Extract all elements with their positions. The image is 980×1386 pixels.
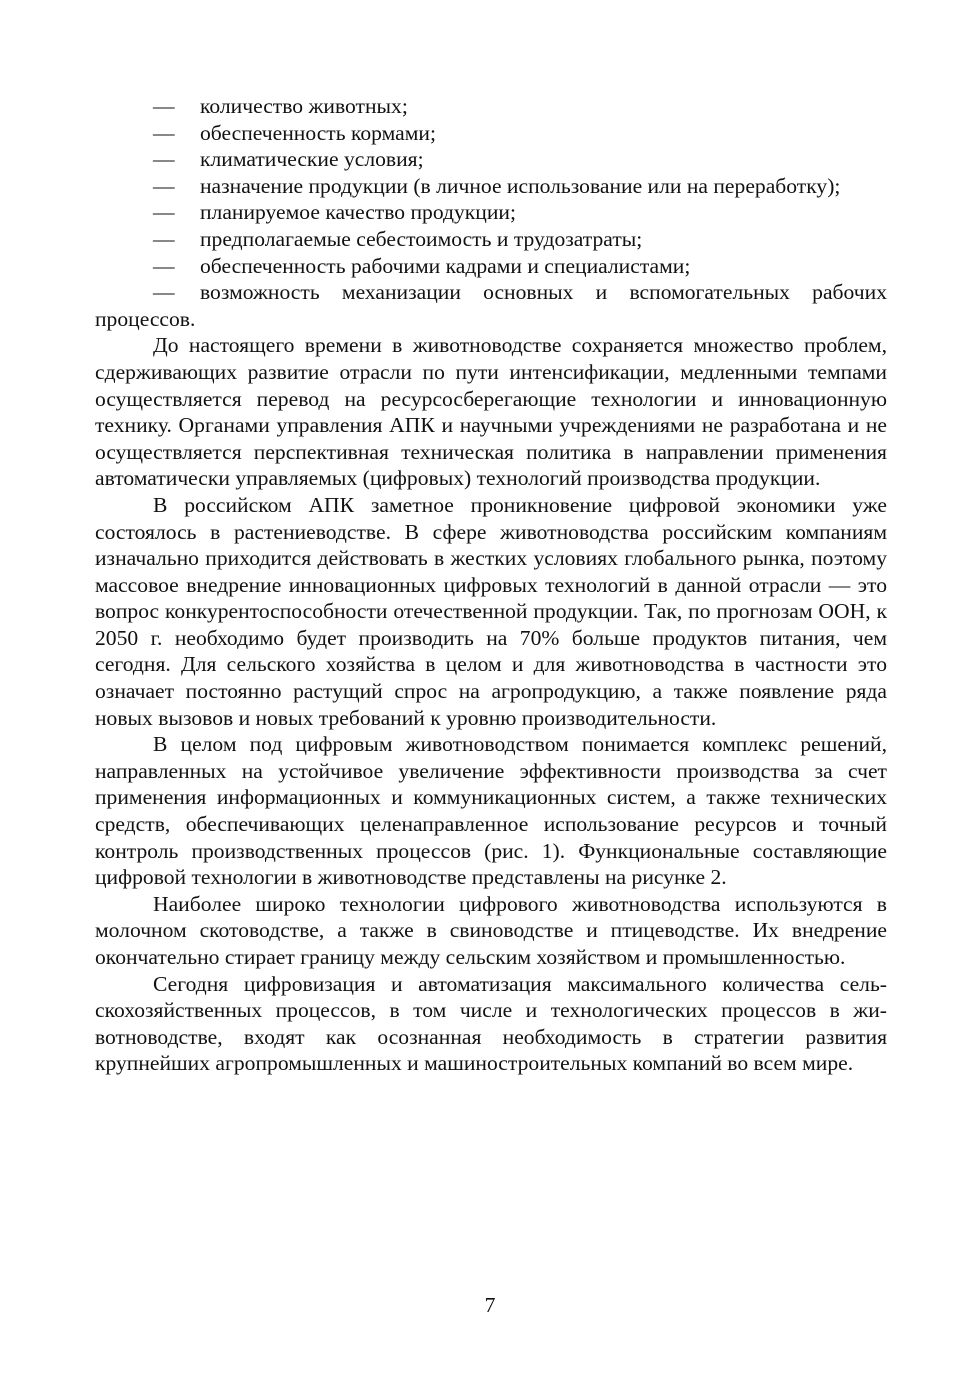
list-dash: — — [153, 120, 175, 145]
paragraph-problems: До настоящего времени в животноводстве сохраняется множество проблем, сдерживающих развитие отрасли по пути интенсификации, медленными темпами осуществляется перевод на ресурсосберегающие технологии и инновационную технику. Органами управления АПК и научными учреждениями не разработана и не осуществляется перспективная техническая политика в направлении применения автоматически управляемых (цифровых) технологий производства продукции. — [95, 333, 887, 491]
list-item-text: обеспеченность рабочими кадрами и специалистами; — [200, 253, 691, 278]
list-dash: — — [153, 226, 175, 251]
list-item — [95, 146, 887, 173]
list-item-text: обеспеченность кормами; — [200, 120, 436, 145]
list-item — [95, 279, 887, 332]
list-dash: — — [153, 94, 175, 118]
list-item-text: климатические условия; — [200, 147, 424, 172]
paragraph-digital-economy: В российском АПК заметное проникновение цифровой экономики уже состоялось в растениеводстве. В сфере животноводства российским компаниям изначально приходится действовать в жестких условиях глобального рынка, поэтому массовое внедрение инновационных цифровых технологий в данной отрасли — это вопрос конкурентоспособности отечественной продукции. Так, по прогнозам ООН, к 2050 г. необходимо будет производить на 70% больше продуктов питания, чем сегодня. Для сельского хозяйства в целом и для животноводства в частности это означает постоянно растущий спрос на агропродукцию, а также появление ряда новых вызовов и новых требований к уровню производительности. — [95, 492, 887, 730]
list-dash: — — [153, 280, 175, 305]
paragraph-strategy: Сегодня цифровизация и автоматизация максимального количества сельскохозяйственных процессов, в том числе и технологических процессов в животноводстве, входят как осознанная необходимость в стратегии развития крупнейших агропромышленных и машиностроительных компаний во всем мире. — [95, 971, 887, 1076]
list-item — [95, 253, 887, 280]
list-item — [95, 173, 887, 200]
list-item-text: предполагаемые себестоимость и трудозатраты; — [200, 226, 643, 251]
paragraph-definition: В целом под цифровым животноводством понимается комплекс решений, направленных на устойчивое увеличение эффективности производства за счет применения информационных и коммуникационных систем, а также технических средств, обеспечивающих целенаправленное использование ресурсов и точный контроль производственных процессов (рис. 1). Функциональные составляющие цифровой технологии в животноводстве представлены на рисунке 2. — [95, 732, 887, 890]
list-dash: — — [153, 200, 175, 225]
page-number: 7 — [484, 1293, 496, 1317]
list-item — [95, 199, 887, 226]
list-item-text: назначение продукции (в личное использование или на переработку); — [200, 173, 841, 198]
list-item-text: количество животных; — [200, 94, 408, 118]
list-item-text: планируемое качество продукции; — [200, 200, 516, 225]
list-item — [95, 93, 887, 120]
list-dash: — — [153, 253, 175, 278]
factor-list — [95, 93, 887, 332]
list-item — [95, 226, 887, 253]
list-dash: — — [153, 173, 175, 198]
paragraph-usage: Наиболее широко технологии цифрового животноводства используются в молочном скотоводстве, а также в свиноводстве и птицеводстве. Их внедрение окончательно стирает границу между сельским хозяйством и промышленностью. — [95, 891, 887, 969]
list-item — [95, 120, 887, 147]
list-item-text: возможность механизации основных и вспомогательных рабочих процессов. — [95, 280, 887, 331]
list-dash: — — [153, 147, 175, 172]
page-body — [95, 93, 887, 1077]
